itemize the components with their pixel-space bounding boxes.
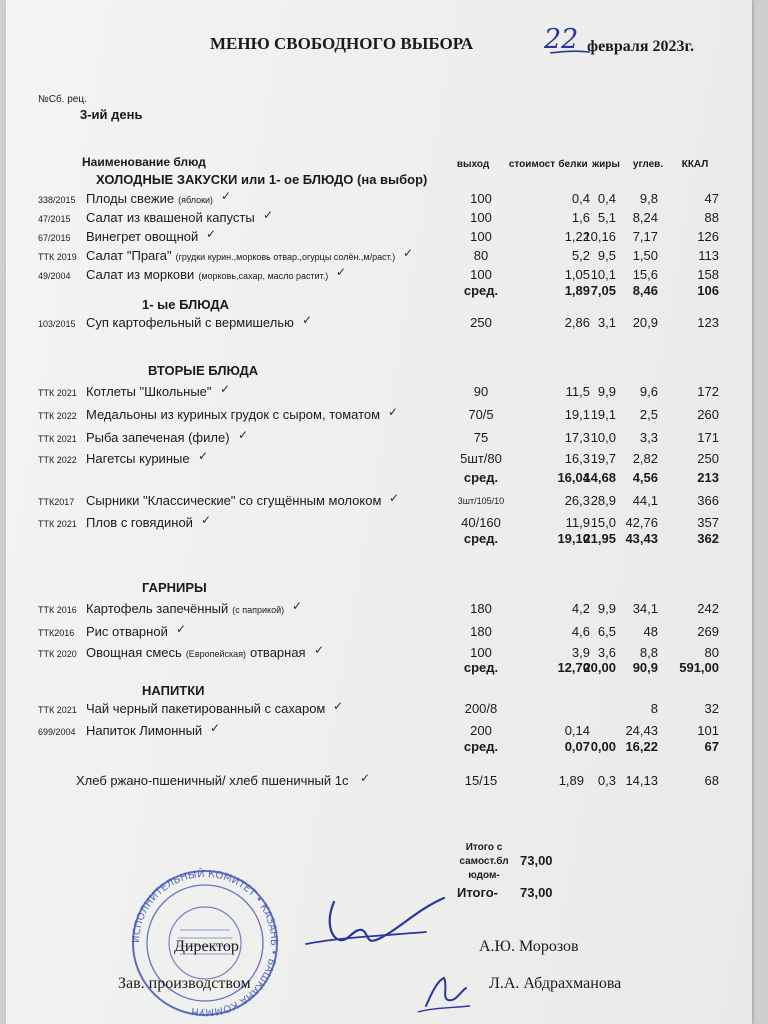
director-signature bbox=[296, 880, 456, 960]
average-carbs: 8,46 bbox=[632, 283, 658, 298]
dish-kcal: 357 bbox=[697, 515, 719, 530]
dish-fat: 10,16 bbox=[583, 229, 616, 244]
chef-signature bbox=[414, 968, 474, 1018]
dish-name: Плоды свежие (яблоки) bbox=[86, 191, 214, 206]
dish-carbs: 1,50 bbox=[632, 248, 658, 263]
section-title: ВТОРЫЕ БЛЮДА bbox=[148, 363, 259, 378]
dish-fat: 9,9 bbox=[597, 601, 616, 616]
dish-note: (Европейская) bbox=[185, 649, 247, 659]
average-protein: 12,70 bbox=[557, 660, 590, 675]
average-carbs: 90,9 bbox=[632, 660, 658, 675]
bread-fat: 0,3 bbox=[597, 773, 616, 788]
svg-text:ИСПОЛНИТЕЛЬНЫЙ КОМИТЕТ • КАЗАН: ИСПОЛНИТЕЛЬНЫЙ КОМИТЕТ • КАЗАНЬ • БАШКАНА КОММУН bbox=[130, 868, 280, 1018]
total-value: 73,00 bbox=[520, 885, 553, 900]
dish-name: Плов с говядиной bbox=[86, 515, 193, 530]
dish-kcal: 366 bbox=[697, 493, 719, 508]
dish-protein: 26,3 bbox=[564, 493, 590, 508]
dish-name: Овощная смесь (Европейская) отварная bbox=[86, 645, 306, 660]
dish-fat: 19,1 bbox=[590, 407, 616, 422]
check-mark-icon: ✓ bbox=[206, 227, 217, 241]
bread-carbs: 14,13 bbox=[625, 773, 658, 788]
dish-kcal: 172 bbox=[697, 384, 719, 399]
dish-protein: 1,22 bbox=[564, 229, 590, 244]
dish-protein: 17,3 bbox=[564, 430, 590, 445]
col-header-yield: выход bbox=[456, 159, 490, 170]
day-label: 3-ий день bbox=[80, 107, 143, 122]
dish-fat: 3,6 bbox=[597, 645, 616, 660]
dish-name: Чай черный пакетированный с сахаром bbox=[86, 701, 326, 716]
dish-kcal: 80 bbox=[704, 645, 719, 660]
average-fat: 0,00 bbox=[590, 739, 616, 754]
handwritten-day: 22 bbox=[544, 24, 579, 55]
dish-fat: 5,1 bbox=[597, 210, 616, 225]
check-mark-icon: ✓ bbox=[292, 599, 303, 613]
dish-carbs: 24,43 bbox=[625, 723, 658, 738]
dish-note: (с паприкой) bbox=[232, 605, 285, 615]
total-cost-label-1: Итого с bbox=[465, 842, 503, 853]
dish-protein: 1,05 bbox=[564, 267, 590, 282]
dish-kcal: 269 bbox=[697, 624, 719, 639]
dish-protein: 5,2 bbox=[571, 248, 590, 263]
dish-yield: 100 bbox=[470, 191, 492, 206]
col-header-kcal: ККАЛ bbox=[681, 159, 709, 170]
dish-yield: 100 bbox=[470, 210, 492, 225]
dish-yield: 40/160 bbox=[461, 515, 501, 530]
col-header-name: Наименование блюд bbox=[82, 155, 206, 169]
dish-name: Нагетсы куриные bbox=[86, 451, 190, 466]
dish-carbs: 8,8 bbox=[639, 645, 658, 660]
dish-yield: 100 bbox=[470, 267, 492, 282]
average-carbs: 4,56 bbox=[632, 470, 658, 485]
average-protein: 19,10 bbox=[557, 531, 590, 546]
dish-protein: 11,5 bbox=[565, 384, 590, 399]
recipe-number-label: №Сб. рец. bbox=[38, 94, 87, 105]
dish-name: Рыба запеченая (филе) bbox=[86, 430, 230, 445]
check-mark-icon: ✓ bbox=[333, 699, 344, 713]
dish-carbs: 20,9 bbox=[632, 315, 658, 330]
bread-kcal: 68 bbox=[704, 773, 719, 788]
dish-protein: 3,9 bbox=[571, 645, 590, 660]
dish-yield: 200/8 bbox=[464, 701, 498, 716]
average-kcal: 106 bbox=[697, 283, 719, 298]
director-title: Директор bbox=[174, 938, 239, 955]
recipe-code: ТТК 2020 bbox=[38, 649, 77, 659]
dish-name: Рис отварной bbox=[86, 624, 168, 639]
check-mark-icon: ✓ bbox=[314, 643, 325, 657]
average-kcal: 362 bbox=[697, 531, 719, 546]
dish-protein: 4,2 bbox=[571, 601, 590, 616]
dish-name: Котлеты "Школьные" bbox=[86, 384, 212, 399]
dish-yield: 75 bbox=[473, 430, 489, 445]
section-title: ХОЛОДНЫЕ ЗАКУСКИ или 1- ое БЛЮДО (на выбор) bbox=[96, 172, 428, 187]
section-title: ГАРНИРЫ bbox=[142, 580, 207, 595]
check-mark-icon: ✓ bbox=[336, 265, 347, 279]
dish-kcal: 113 bbox=[698, 248, 719, 263]
dish-yield: 90 bbox=[473, 384, 489, 399]
check-mark-icon: ✓ bbox=[403, 246, 414, 260]
bread-protein: 1,89 bbox=[558, 773, 584, 788]
dish-kcal: 260 bbox=[697, 407, 719, 422]
dish-kcal: 88 bbox=[704, 210, 719, 225]
recipe-code: ТТК 2021 bbox=[38, 434, 77, 444]
dish-fat: 3,1 bbox=[597, 315, 616, 330]
dish-protein: 2,86 bbox=[564, 315, 590, 330]
dish-yield: 250 bbox=[470, 315, 492, 330]
bread-name: Хлеб ржано-пшеничный/ хлеб пшеничный 1с bbox=[76, 773, 349, 788]
dish-carbs: 8 bbox=[650, 701, 658, 716]
day-underline bbox=[550, 48, 590, 56]
check-mark-icon: ✓ bbox=[221, 189, 232, 203]
dish-kcal: 123 bbox=[697, 315, 719, 330]
dish-name: Картофель запечённый (с паприкой) bbox=[86, 601, 285, 616]
dish-protein: 0,14 bbox=[564, 723, 590, 738]
dish-name: Напиток Лимонный bbox=[86, 723, 203, 738]
dish-carbs: 2,82 bbox=[632, 451, 658, 466]
average-kcal: 213 bbox=[697, 470, 719, 485]
dish-fat: 6,5 bbox=[597, 624, 616, 639]
average-label: сред. bbox=[463, 739, 499, 754]
dish-kcal: 126 bbox=[697, 229, 719, 244]
dish-yield: 3шт/105/10 bbox=[457, 496, 505, 506]
dish-name: Салат из моркови (морковь,сахар, масло растит.) bbox=[86, 267, 329, 282]
dish-name-suffix: отварная bbox=[250, 645, 306, 660]
dish-carbs: 9,8 bbox=[639, 191, 658, 206]
recipe-code: ТТК 2022 bbox=[38, 455, 77, 465]
dish-protein: 0,4 bbox=[571, 191, 590, 206]
dish-name: Сырники "Классические" со сгущённым молоком bbox=[86, 493, 382, 508]
average-fat: 7,05 bbox=[590, 283, 616, 298]
dish-carbs: 15,6 bbox=[632, 267, 658, 282]
dish-name: Суп картофельный с вермишелью bbox=[86, 315, 294, 330]
recipe-code: ТТК2016 bbox=[38, 628, 75, 638]
dish-yield: 70/5 bbox=[468, 407, 494, 422]
average-carbs: 16,22 bbox=[625, 739, 658, 754]
check-mark-icon: ✓ bbox=[176, 622, 187, 636]
chef-name: Л.А. Абдрахманова bbox=[489, 975, 622, 992]
average-kcal: 591,00 bbox=[679, 660, 719, 675]
dish-carbs: 7,17 bbox=[632, 229, 658, 244]
check-mark-icon: ✓ bbox=[360, 771, 371, 785]
dish-kcal: 47 bbox=[704, 191, 719, 206]
recipe-code: 49/2004 bbox=[38, 271, 71, 281]
dish-fat: 9,5 bbox=[597, 248, 616, 263]
dish-name: Салат из квашеной капусты bbox=[86, 210, 255, 225]
total-cost-label-3: юдом- bbox=[468, 870, 500, 881]
total-cost-label-2: самост.бл bbox=[459, 856, 509, 867]
check-mark-icon: ✓ bbox=[210, 721, 221, 735]
average-fat: 20,00 bbox=[583, 660, 616, 675]
col-header-cost: стоимост bbox=[508, 159, 556, 170]
dish-carbs: 2,5 bbox=[639, 407, 658, 422]
dish-yield: 5шт/80 bbox=[460, 451, 502, 466]
dish-yield: 180 bbox=[470, 624, 492, 639]
dish-protein: 1,6 bbox=[571, 210, 590, 225]
recipe-code: ТТК 2019 bbox=[38, 252, 77, 262]
dish-carbs: 3,3 bbox=[639, 430, 658, 445]
col-header-carbs: углев. bbox=[632, 159, 664, 170]
col-header-fat: жиры bbox=[592, 159, 620, 170]
average-label: сред. bbox=[463, 660, 499, 675]
dish-kcal: 32 bbox=[704, 701, 719, 716]
dish-note: (грудки курин.,морковь отвар.,огурцы солён.,м/раст.) bbox=[175, 252, 396, 262]
chef-title: Зав. производством bbox=[118, 975, 251, 992]
dish-fat: 9,9 bbox=[597, 384, 616, 399]
dish-carbs: 34,1 bbox=[632, 601, 658, 616]
dish-fat: 19,7 bbox=[590, 451, 616, 466]
dish-carbs: 8,24 bbox=[632, 210, 658, 225]
recipe-code: 47/2015 bbox=[38, 214, 71, 224]
average-label: сред. bbox=[463, 470, 499, 485]
menu-sheet bbox=[6, 0, 752, 1024]
check-mark-icon: ✓ bbox=[388, 405, 399, 419]
recipe-code: ТТК 2021 bbox=[38, 519, 77, 529]
average-carbs: 43,43 bbox=[625, 531, 658, 546]
bread-yield: 15/15 bbox=[464, 773, 498, 788]
recipe-code: 338/2015 bbox=[38, 195, 76, 205]
average-protein: 0,07 bbox=[564, 739, 590, 754]
dish-carbs: 48 bbox=[643, 624, 658, 639]
total-cost-value: 73,00 bbox=[520, 853, 553, 868]
section-title: 1- ые БЛЮДА bbox=[142, 297, 229, 312]
dish-fat: 10,0 bbox=[590, 430, 616, 445]
col-header-protein: белки bbox=[558, 159, 588, 170]
check-mark-icon: ✓ bbox=[238, 428, 249, 442]
average-kcal: 67 bbox=[704, 739, 719, 754]
dish-name: Медальоны из куриных грудок с сыром, томатом bbox=[86, 407, 381, 422]
dish-carbs: 9,6 bbox=[639, 384, 658, 399]
check-mark-icon: ✓ bbox=[220, 382, 231, 396]
recipe-code: ТТК2017 bbox=[38, 497, 75, 507]
section-title: НАПИТКИ bbox=[142, 683, 205, 698]
dish-fat: 0,4 bbox=[597, 191, 616, 206]
dish-carbs: 42,76 bbox=[625, 515, 658, 530]
dish-kcal: 158 bbox=[697, 267, 719, 282]
dish-fat: 15,0 bbox=[590, 515, 616, 530]
dish-yield: 80 bbox=[473, 248, 489, 263]
check-mark-icon: ✓ bbox=[389, 491, 400, 505]
dish-kcal: 171 bbox=[697, 430, 719, 445]
dish-protein: 11,9 bbox=[565, 515, 590, 530]
average-protein: 16,04 bbox=[557, 470, 590, 485]
check-mark-icon: ✓ bbox=[201, 513, 212, 527]
dish-fat: 28,9 bbox=[590, 493, 616, 508]
average-fat: 14,68 bbox=[583, 470, 616, 485]
dish-note: (морковь,сахар, масло растит.) bbox=[198, 271, 329, 281]
dish-name: Салат "Прага" (грудки курин.,морковь отвар.,огурцы солён.,м/раст.) bbox=[86, 248, 396, 263]
recipe-code: ТТК 2021 bbox=[38, 705, 77, 715]
dish-yield: 100 bbox=[470, 229, 492, 244]
average-label: сред. bbox=[463, 283, 499, 298]
dish-kcal: 250 bbox=[697, 451, 719, 466]
dish-fat: 10,1 bbox=[590, 267, 616, 282]
dish-kcal: 242 bbox=[697, 601, 719, 616]
dish-yield: 200 bbox=[470, 723, 492, 738]
recipe-code: ТТК 2021 bbox=[38, 388, 77, 398]
recipe-code: 699/2004 bbox=[38, 727, 76, 737]
recipe-code: ТТК 2022 bbox=[38, 411, 77, 421]
dish-protein: 16,3 bbox=[564, 451, 590, 466]
page-title: МЕНЮ СВОБОДНОГО ВЫБОРА bbox=[210, 34, 474, 53]
recipe-code: 103/2015 bbox=[38, 319, 76, 329]
dish-note: (яблоки) bbox=[178, 195, 214, 205]
recipe-code: 67/2015 bbox=[38, 233, 71, 243]
dish-kcal: 101 bbox=[697, 723, 719, 738]
director-name: А.Ю. Морозов bbox=[479, 938, 579, 955]
dish-protein: 19,1 bbox=[564, 407, 590, 422]
average-fat: 21,95 bbox=[583, 531, 616, 546]
average-label: сред. bbox=[463, 531, 499, 546]
check-mark-icon: ✓ bbox=[302, 313, 313, 327]
check-mark-icon: ✓ bbox=[198, 449, 209, 463]
dish-carbs: 44,1 bbox=[632, 493, 658, 508]
average-protein: 1,89 bbox=[564, 283, 590, 298]
dish-name: Винегрет овощной bbox=[86, 229, 199, 244]
page-date: февраля 2023г. bbox=[587, 38, 694, 55]
dish-yield: 180 bbox=[470, 601, 492, 616]
check-mark-icon: ✓ bbox=[263, 208, 274, 222]
dish-yield: 100 bbox=[470, 645, 492, 660]
dish-protein: 4,6 bbox=[571, 624, 590, 639]
total-label: Итого- bbox=[457, 885, 498, 900]
recipe-code: ТТК 2016 bbox=[38, 605, 77, 615]
